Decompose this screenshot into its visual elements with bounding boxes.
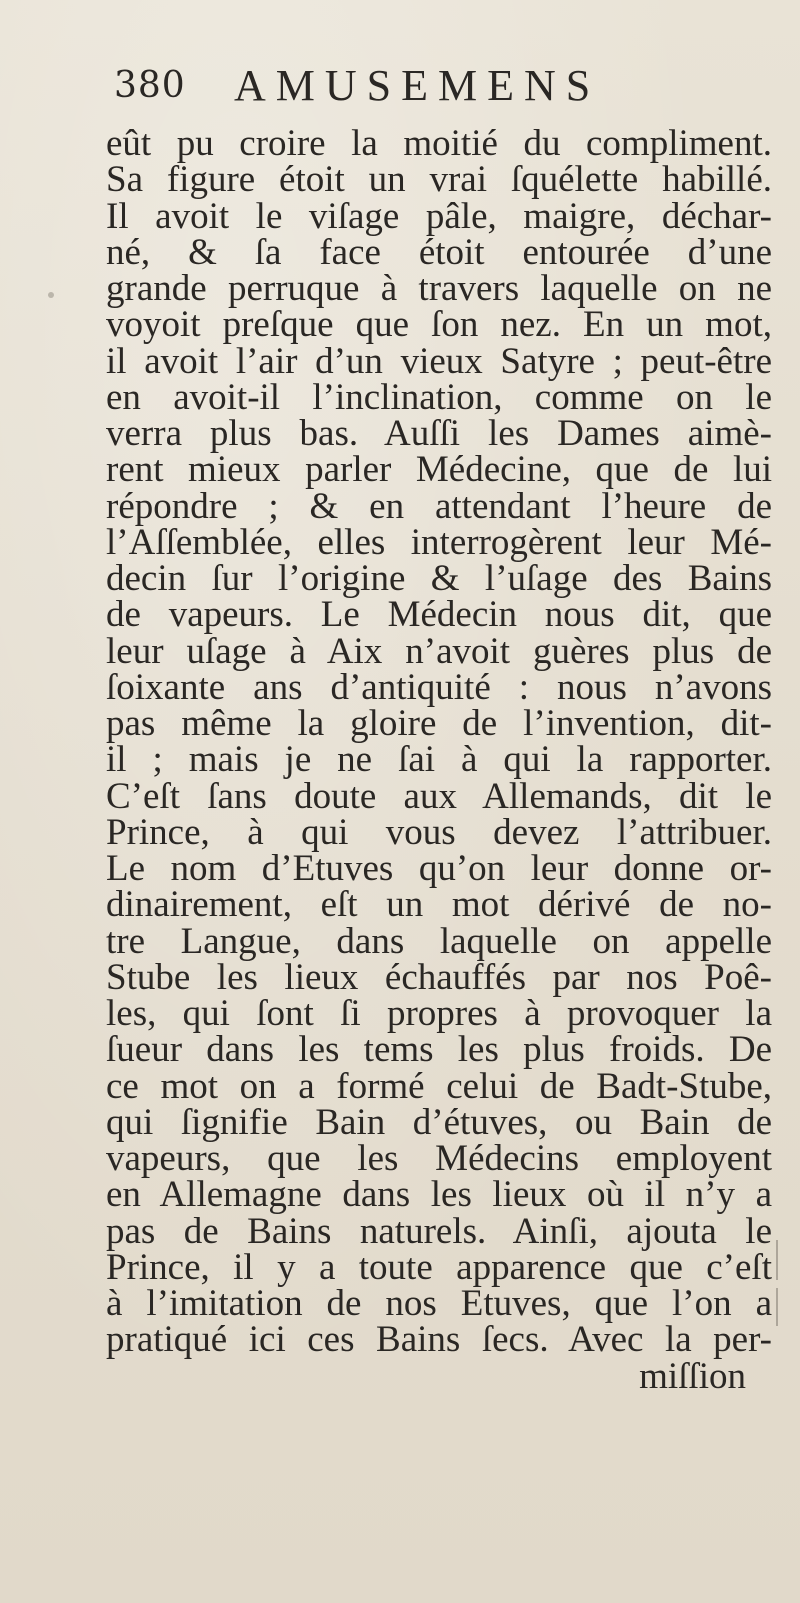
text-line: il ; mais je ne ſai à qui la rapporter. xyxy=(106,739,772,781)
text-line: rent mieux parler Médecine, que de lui xyxy=(106,449,772,491)
page-edge-mark xyxy=(776,1240,778,1280)
text-line: pratiqué ici ces Bains ſecs. Avec la per- xyxy=(106,1319,772,1361)
text-line: Sa figure étoit un vrai ſquélette habillé. xyxy=(106,159,772,201)
text-line: tre Langue, dans laquelle on appelle xyxy=(106,920,772,962)
page-header xyxy=(114,62,714,122)
text-line: dinairement, eſt un mot dérivé de no- xyxy=(106,884,772,926)
text-line: répondre ; & en attendant l’heure de xyxy=(106,485,772,527)
text-line: Le nom d’Etuves qu’on leur donne or- xyxy=(106,848,772,889)
text-line: Il avoit le viſage pâle, maigre, déchar- xyxy=(106,195,772,237)
text-line: né, & ſa face étoit entourée d’une xyxy=(106,231,772,273)
text-line: voyoit preſque que ſon nez. En un mot, xyxy=(106,304,772,346)
text-line: Prince, il y a toute apparence que c’eſt xyxy=(106,1246,772,1288)
text-line: à l’imitation de nos Etuves, que l’on a xyxy=(106,1283,772,1324)
running-head: AMUSEMENS xyxy=(234,61,601,110)
text-line: leur uſage à Aix n’avoit guères plus de xyxy=(106,630,772,672)
text-line: ſoixante ans d’antiquité : nous n’avons xyxy=(106,666,772,708)
body-text xyxy=(106,123,772,1397)
text-line: de vapeurs. Le Médecin nous dit, que xyxy=(106,594,772,636)
text-line: pas même la gloire de l’invention, dit- xyxy=(106,703,772,744)
text-line: Stube les lieux échauffés par nos Poê- xyxy=(106,956,772,998)
text-line: pas de Bains naturels. Ainſi, ajouta le xyxy=(106,1210,772,1252)
text-line: ſueur dans les tems les plus froids. De xyxy=(106,1029,772,1071)
page-edge-mark xyxy=(776,1288,778,1326)
text-line: eût pu croire la moitié du compliment. xyxy=(106,123,772,164)
text-line: vapeurs, que les Médecins employent xyxy=(106,1138,772,1179)
text-line: Prince, à qui vous devez l’attribuer. xyxy=(106,811,772,853)
text-line: verra plus bas. Auſſi les Dames aimè- xyxy=(106,413,772,454)
text-line: il avoit l’air d’un vieux Satyre ; peut-être xyxy=(106,340,772,382)
text-line: en avoit-il l’inclination, comme on le xyxy=(106,376,772,418)
text-line: C’eſt ſans doute aux Allemands, dit le xyxy=(106,775,772,817)
text-line: les, qui ſont ſi propres à provoquer la xyxy=(106,993,772,1034)
text-line: decin ſur l’origine & l’uſage des Bains xyxy=(106,558,772,599)
text-line: en Allemagne dans les lieux où il n’y a xyxy=(106,1174,772,1216)
catchword: miſſion xyxy=(639,1355,746,1397)
page-number: 380 xyxy=(114,65,186,106)
text-line: qui ſignifie Bain d’étuves, ou Bain de xyxy=(106,1101,772,1143)
text-line: grande perruque à travers laquelle on ne xyxy=(106,268,772,309)
text-line: l’Aſſemblée, elles interrogèrent leur Mé- xyxy=(106,521,772,563)
text-line: ce mot on a formé celui de Badt-Stube, xyxy=(106,1065,772,1107)
ink-spot xyxy=(48,292,54,298)
